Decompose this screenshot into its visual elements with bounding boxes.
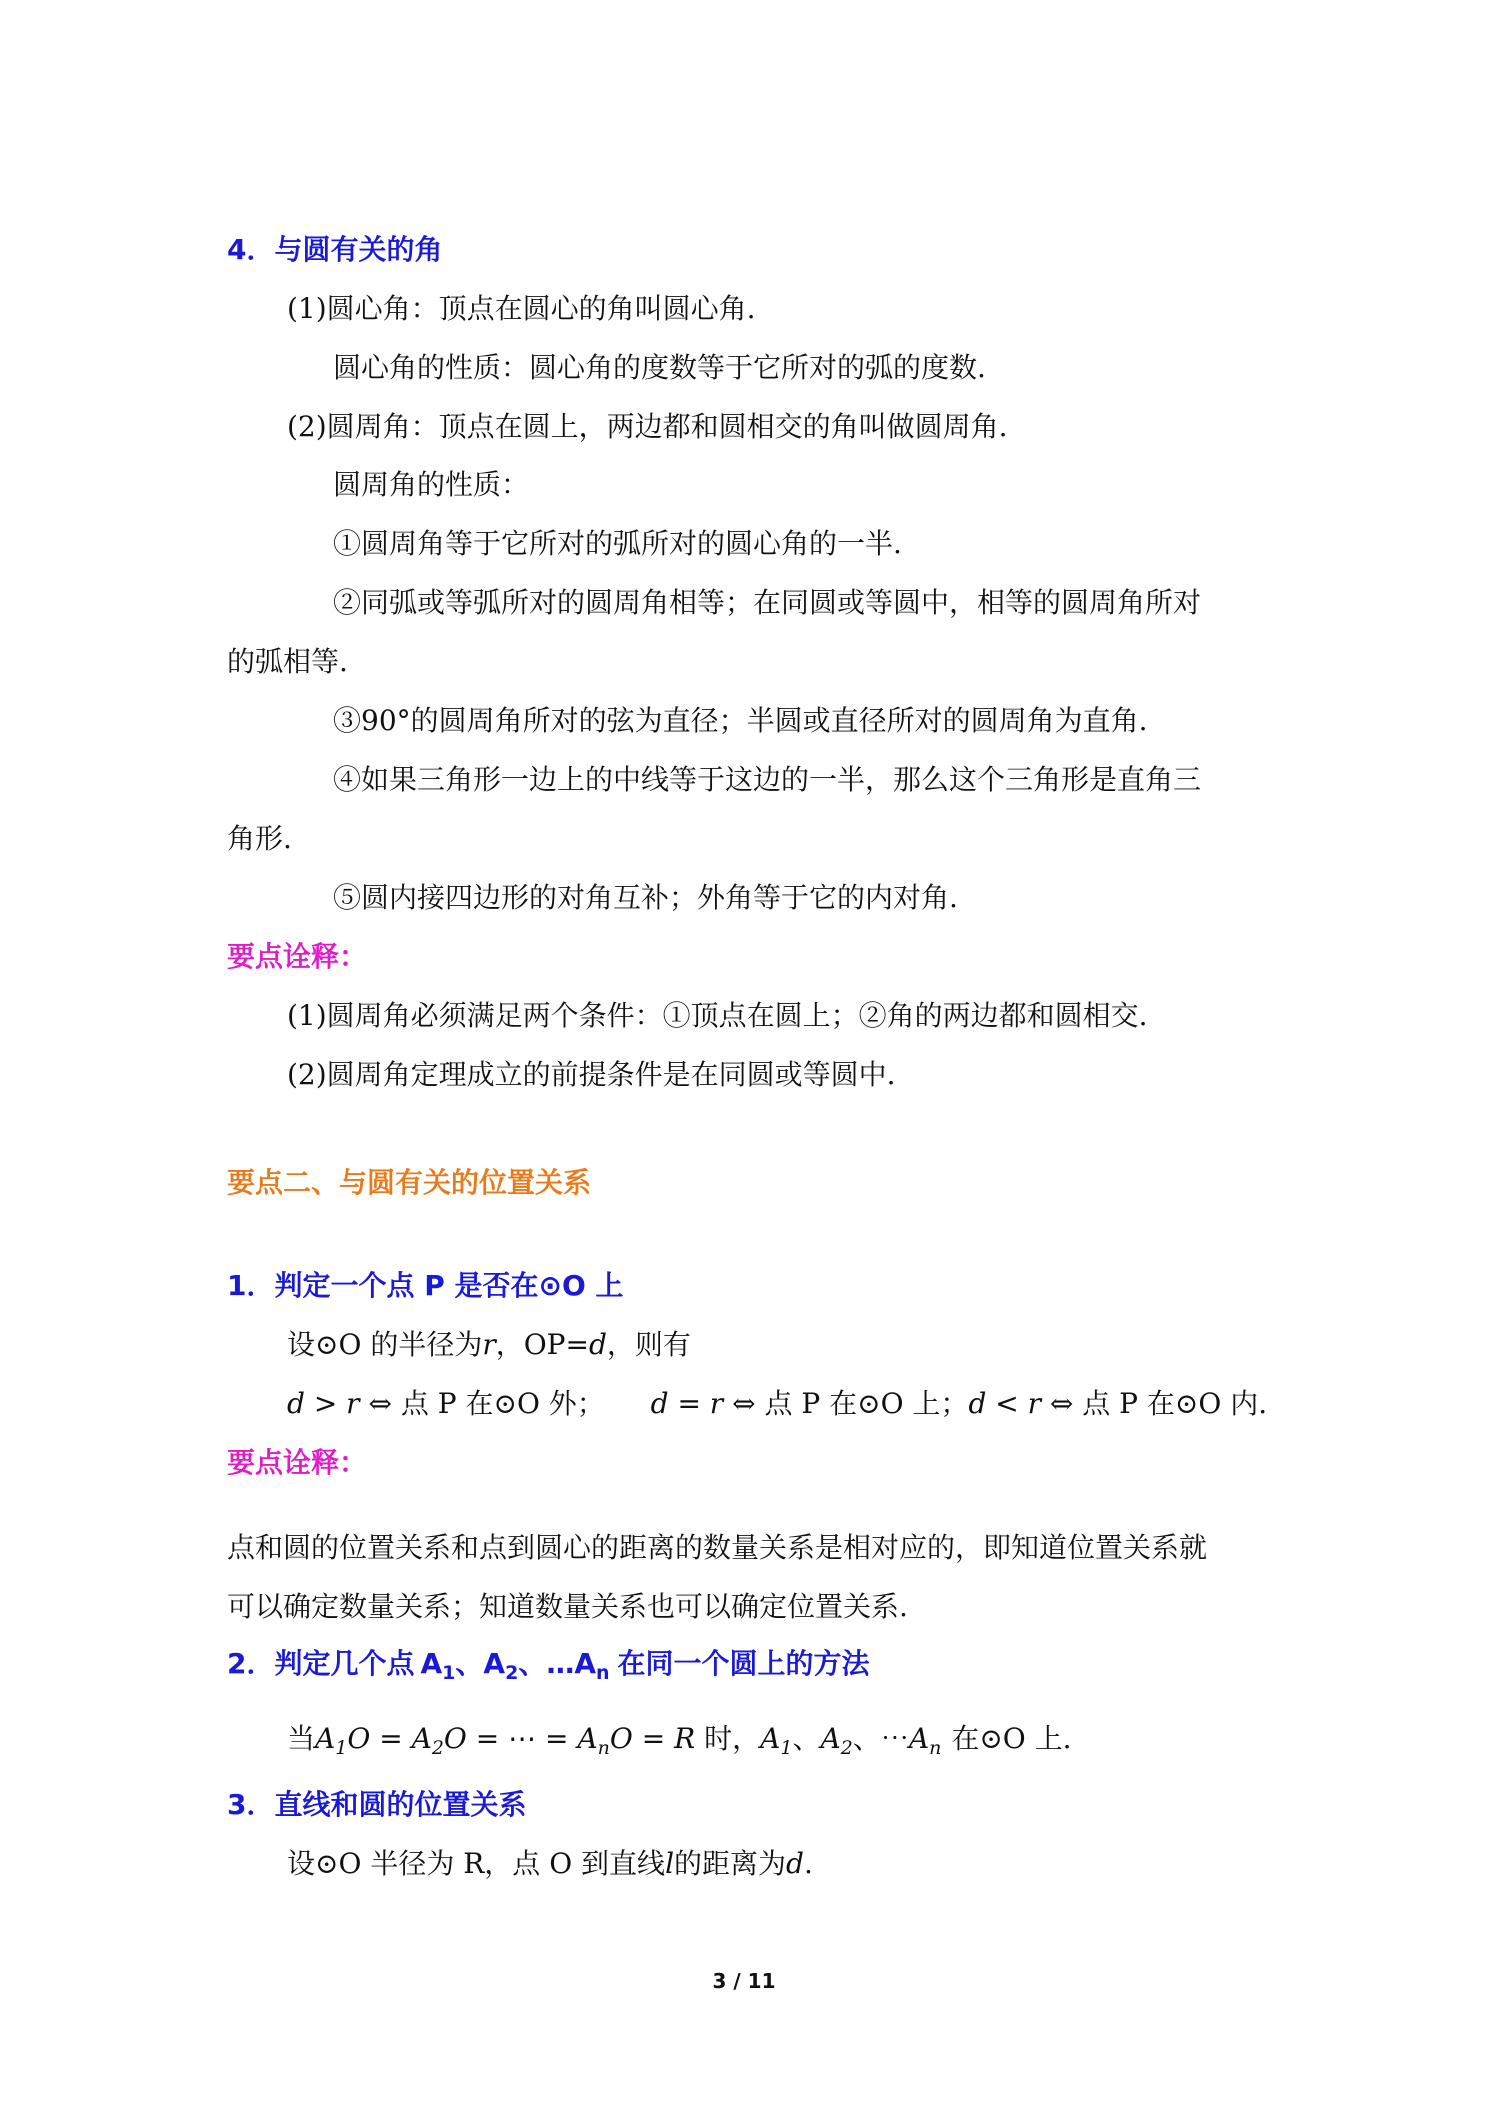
eq-3: = [536, 1722, 578, 1755]
inscribed-angle-properties-label: 圆周角的性质： [333, 468, 530, 501]
point-relations-line [287, 1386, 1267, 1422]
b2: A [820, 1722, 841, 1755]
relation-on-condition: d = r [650, 1387, 724, 1420]
cdots-2: ⋯ [880, 1722, 909, 1755]
shi-text: 时， [695, 1722, 761, 1755]
relation-inside-condition: d < r [968, 1387, 1042, 1420]
o2: O [443, 1722, 467, 1755]
central-angle-definition: (1)圆心角：顶点在圆心的角叫圆心角. [287, 292, 756, 325]
b1: A [760, 1722, 781, 1755]
var-l: l [665, 1847, 675, 1880]
sep-1: 、 [455, 1647, 484, 1680]
section-1-heading: 1．判定一个点 P 是否在⊙O 上 [227, 1269, 624, 1302]
section-3-heading: 3．直线和圆的位置关系 [227, 1788, 527, 1821]
setup-text-c: ，则有 [606, 1328, 691, 1361]
bn: A [908, 1722, 930, 1755]
section-2-heading-a: 2．判定几个点 [227, 1647, 415, 1680]
b-sep-1: 、 [792, 1722, 821, 1755]
var-d: d [588, 1328, 607, 1361]
note-1-item-2: (2)圆周角定理成立的前提条件是在同圆或等圆中. [287, 1058, 896, 1091]
relation-on-result: ⇔ 点 P 在⊙O 上； [732, 1387, 969, 1420]
relation-inside-result: ⇔ 点 P 在⊙O 内. [1049, 1387, 1268, 1420]
point-setup-line [287, 1327, 691, 1363]
property-1: ①圆周角等于它所对的弧所对的圆心角的一半. [333, 527, 902, 560]
note-heading-1: 要点诠释： [227, 940, 368, 973]
property-5: ⑤圆内接四边形的对角互补；外角等于它的内对角. [333, 881, 958, 914]
note-1-item-1: (1)圆周角必须满足两个条件：①顶点在圆上；②角的两边都和圆相交. [287, 999, 1148, 1032]
an: A [577, 1722, 598, 1755]
property-4-line-1: ④如果三角形一边上的中线等于这边的一半，那么这个三角形是直角三 [333, 763, 1202, 796]
concyclic-condition-line [287, 1721, 1072, 1766]
inscribed-angle-definition: (2)圆周角：顶点在圆上，两边都和圆相交的角叫做圆周角. [287, 410, 1008, 443]
line-setup-b: 的距离为 [674, 1847, 787, 1880]
property-3: ③90°的圆周角所对的弦为直径；半圆或直径所对的圆周角为直角. [333, 704, 1148, 737]
eq-2: = [466, 1722, 509, 1755]
sub-n: n [596, 1662, 610, 1684]
var-r: r [482, 1328, 496, 1361]
sub-2: 2 [505, 1662, 519, 1684]
o3: O [609, 1722, 633, 1755]
point-a1: A [420, 1647, 443, 1680]
a1-sub: 1 [335, 1737, 348, 1759]
sub-1: 1 [442, 1662, 456, 1684]
point-an: A [574, 1647, 596, 1680]
property-2-line-1: ②同弧或等弧所对的圆周角相等；在同圆或等圆中，相等的圆周角所对 [333, 586, 1202, 619]
b-sep-2: 、 [852, 1722, 881, 1755]
property-4-line-2: 角形. [227, 822, 292, 855]
section-4-heading: 4．与圆有关的角 [227, 233, 443, 266]
part-2-heading: 要点二、与圆有关的位置关系 [227, 1166, 592, 1199]
b1-sub: 1 [780, 1737, 793, 1759]
when-text: 当 [287, 1722, 316, 1755]
section-2-heading [227, 1646, 870, 1691]
note-heading-2: 要点诠释： [227, 1446, 368, 1479]
relation-outside-result: ⇔ 点 P 在⊙O 外； [368, 1387, 605, 1420]
central-angle-property: 圆心角的性质：圆心角的度数等于它所对的弧的度数. [333, 351, 986, 384]
ellipsis: … [546, 1647, 575, 1680]
setup-text-b: ，OP= [495, 1328, 589, 1361]
eq-4: = [632, 1722, 675, 1755]
a2: A [411, 1722, 432, 1755]
page-number: 3 / 11 [712, 1969, 776, 1993]
line-setup-end: . [803, 1847, 813, 1880]
var-d-2: d [786, 1847, 804, 1880]
a2-sub: 2 [431, 1737, 444, 1759]
line-setup-a: 设⊙O 半径为 R，点 O 到直线 [287, 1847, 666, 1880]
note-2-text-line-1: 点和圆的位置关系和点到圆心的距离的数量关系是相对应的，即知道位置关系就 [227, 1531, 1208, 1564]
bn-sub: n [929, 1737, 942, 1759]
cdots-1: ⋯ [508, 1722, 537, 1755]
a1: A [315, 1722, 336, 1755]
section-2-heading-b: 在同一个圆上的方法 [617, 1647, 870, 1680]
note-2-text-line-2: 可以确定数量关系；知道数量关系也可以确定位置关系. [227, 1590, 908, 1623]
eq-1: = [370, 1722, 412, 1755]
concyclic-tail: 在⊙O 上. [951, 1722, 1072, 1755]
relation-outside-condition: d > r [287, 1387, 360, 1420]
point-a2: A [483, 1647, 506, 1680]
b2-sub: 2 [840, 1737, 853, 1759]
sep-2: 、 [518, 1647, 547, 1680]
property-2-line-2: 的弧相等. [227, 645, 348, 678]
var-R: R [674, 1722, 696, 1755]
line-circle-setup [287, 1846, 813, 1882]
setup-text-a: 设⊙O 的半径为 [287, 1328, 483, 1361]
o1: O [347, 1722, 371, 1755]
an-sub: n [597, 1737, 610, 1759]
